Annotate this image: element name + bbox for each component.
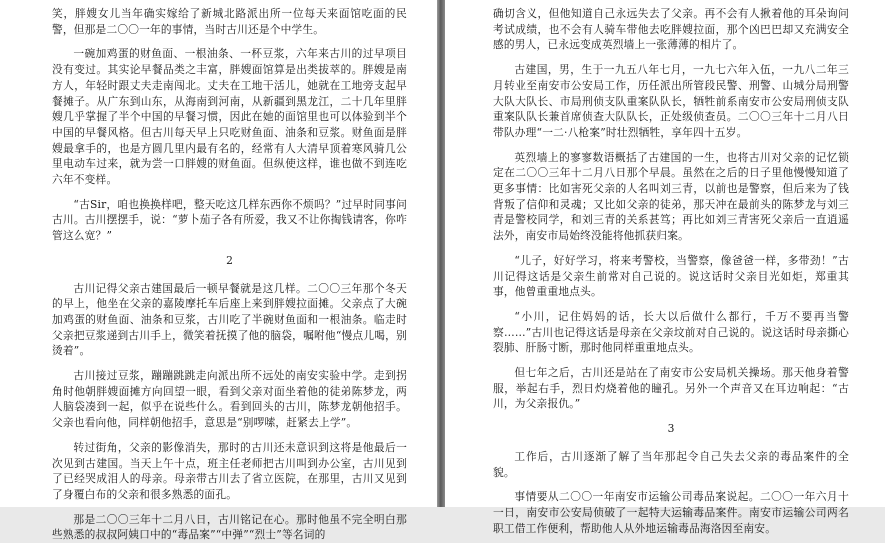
book-gutter bbox=[437, 0, 445, 507]
paragraph: 但七年之后，古川还是站在了南安市公安局机关操场。那天他身着警服，举起右手，烈日灼烧着他的瞳孔。另外一个声音又在耳边响起：“古川，为父亲报仇。” bbox=[493, 366, 849, 411]
paragraph: 一碗加鸡蛋的财鱼面、一根油条、一杯豆浆，六年来古川的过早项目没有变过。其实论早餐品类之丰富，胖嫂面馆算是出类拔萃的。胖嫂是南方人，年轻时跟丈夫走南闯北。丈夫在工地干活儿，她就在工地旁支起早餐摊子。从广东到山东，从海南到河南，从新疆到黑龙江，二十几年里胖嫂几乎掌握了半个中国的早餐习惯，因此在她的面馆里也可以体验到半个中国的早餐风格。但古川每天早上只吃财鱼面、油条和豆浆。财鱼面是胖嫂最拿手的，也是方圆几里内最有名的，经常有人大清早顶着寒风骑几公里电动车过来，就为尝一口胖嫂的财鱼面。但纵使这样，谁也做不到连吃六年不变样。 bbox=[52, 47, 407, 187]
paragraph: 笑，胖嫂女儿当年确实嫁给了新城北路派出所一位每天来面馆吃面的民警，但那是二〇〇一年的事情，当时古川还是个中学生。 bbox=[52, 7, 407, 36]
paragraph: 工作后，古川逐渐了解了当年那起令自己失去父亲的毒品案件的全貌。 bbox=[493, 449, 849, 479]
paragraph: 那是二〇〇三年十二月八日，古川铭记在心。那时他虽不完全明白那些熟悉的叔叔阿姨口中的“毒品案”“中弹”“烈士”等名词的 bbox=[52, 512, 407, 542]
paragraph: 转过街角，父亲的影像消失，那时的古川还未意识到这将是他最后一次见到古建国。当天上午十点，班主任老师把古川叫到办公室，古川见到了已经哭成泪人的母亲。母亲带古川去了省立医院，在那里，古川又见到了身覆白布的父亲和很多熟悉的面孔。 bbox=[52, 440, 407, 501]
paragraph: 确切含义，但他知道自己永远失去了父亲。再不会有人揪着他的耳朵询问考试成绩，也不会有人骑车带他去吃胖嫂拉面，那个凶巴巴却又充满安全感的男人，已永远变成英烈墙上一张薄薄的相片了。 bbox=[493, 7, 849, 52]
section-number: 2 bbox=[226, 253, 233, 267]
paragraph: 古川记得父亲古建国最后一顿早餐就是这几样。二〇〇三年那个冬天的早上，他坐在父亲的嘉陵摩托车后座上来到胖嫂拉面摊。父亲点了大碗加鸡蛋的财鱼面、油条和豆浆，古川吃了半碗财鱼面和一根油条。临走时父亲把豆浆递到古川手上，微笑着抚摸了他的脑袋，嘱咐他“慢点儿喝，别烫着”。 bbox=[52, 281, 407, 358]
paragraph: 古建国，男，生于一九五八年七月，一九七六年入伍，一九八二年三月转业至南安市公安局工作，历任派出所管段民警、刑警、山城分局刑警大队大队长、市局刑侦支队重案队队长，牺牲前系南安市公安局刑侦支队重案队队长兼首席侦查大队队长，正处级侦查员。二〇〇三年十二月八日带队办理“一二·八枪案”时壮烈牺牲，享年四十五岁。 bbox=[493, 63, 849, 139]
right-page bbox=[445, 0, 885, 535]
paragraph: 事情要从二〇〇一年南安市运输公司毒品案说起。二〇〇一年六月十一日，南安市公安局侦破了一起特大运输毒品案件。南安市运输公司两名职工借工作便利，帮助他人从外地运输毒品海洛因至南安。 bbox=[493, 490, 849, 535]
section-number: 3 bbox=[667, 422, 675, 436]
left-page bbox=[0, 0, 437, 542]
paragraph: “小川，记住妈妈的话，长大以后做什么都行，千万不要再当警察……”古川也记得这话是母亲在父亲坟前对自己说的。说这话时母亲撕心裂肺、肝肠寸断，那时他同样重重地点头。 bbox=[493, 309, 849, 355]
paragraph: 英烈墙上的寥寥数语概括了古建国的一生，也将古川对父亲的记忆锁定在二〇〇三年十二月八日那个早晨。虽然在之后的日子里他慢慢知道了更多事情：比如害死父亲的人名叫刘三青，以前也是警察，但后来为了钱背叛了信仰和灵魂；又比如父亲的徒弟，那天冲在最前头的陈梦龙与刘三青是警校同学，和刘三青的关系甚笃；再比如刘三青害死父亲后一直逍遥法外，南安市局始终没能将他抓获归案。 bbox=[493, 150, 849, 243]
paragraph: 古川接过豆浆，蹦蹦跳跳走向派出所不远处的南安实验中学。走到拐角时他朝胖嫂面摊方向回望一眼，看到父亲对面坐着他的徒弟陈梦龙，两人脑袋凑到一起，似乎在说些什么。看到回头的古川，陈梦龙朝他招手。父亲也看向他，同样朝他招手，意思是“别啰嗦，赶紧去上学”。 bbox=[52, 369, 407, 430]
paragraph: “儿子，好好学习，将来考警校，当警察，像爸爸一样，多带劲！”古川记得这话是父亲生前常对自己说的。说这话时父亲目光如炬，郑重其事，他曾重重地点头。 bbox=[493, 253, 849, 299]
paragraph: “古Sir，咱也换换样吧，整天吃这几样东西你不烦吗？”过早时同事问古川。古川摆摆手，说：“萝卜茄子各有所爱，我又不让你掏钱请客，你咋管这么宽？” bbox=[52, 197, 407, 243]
